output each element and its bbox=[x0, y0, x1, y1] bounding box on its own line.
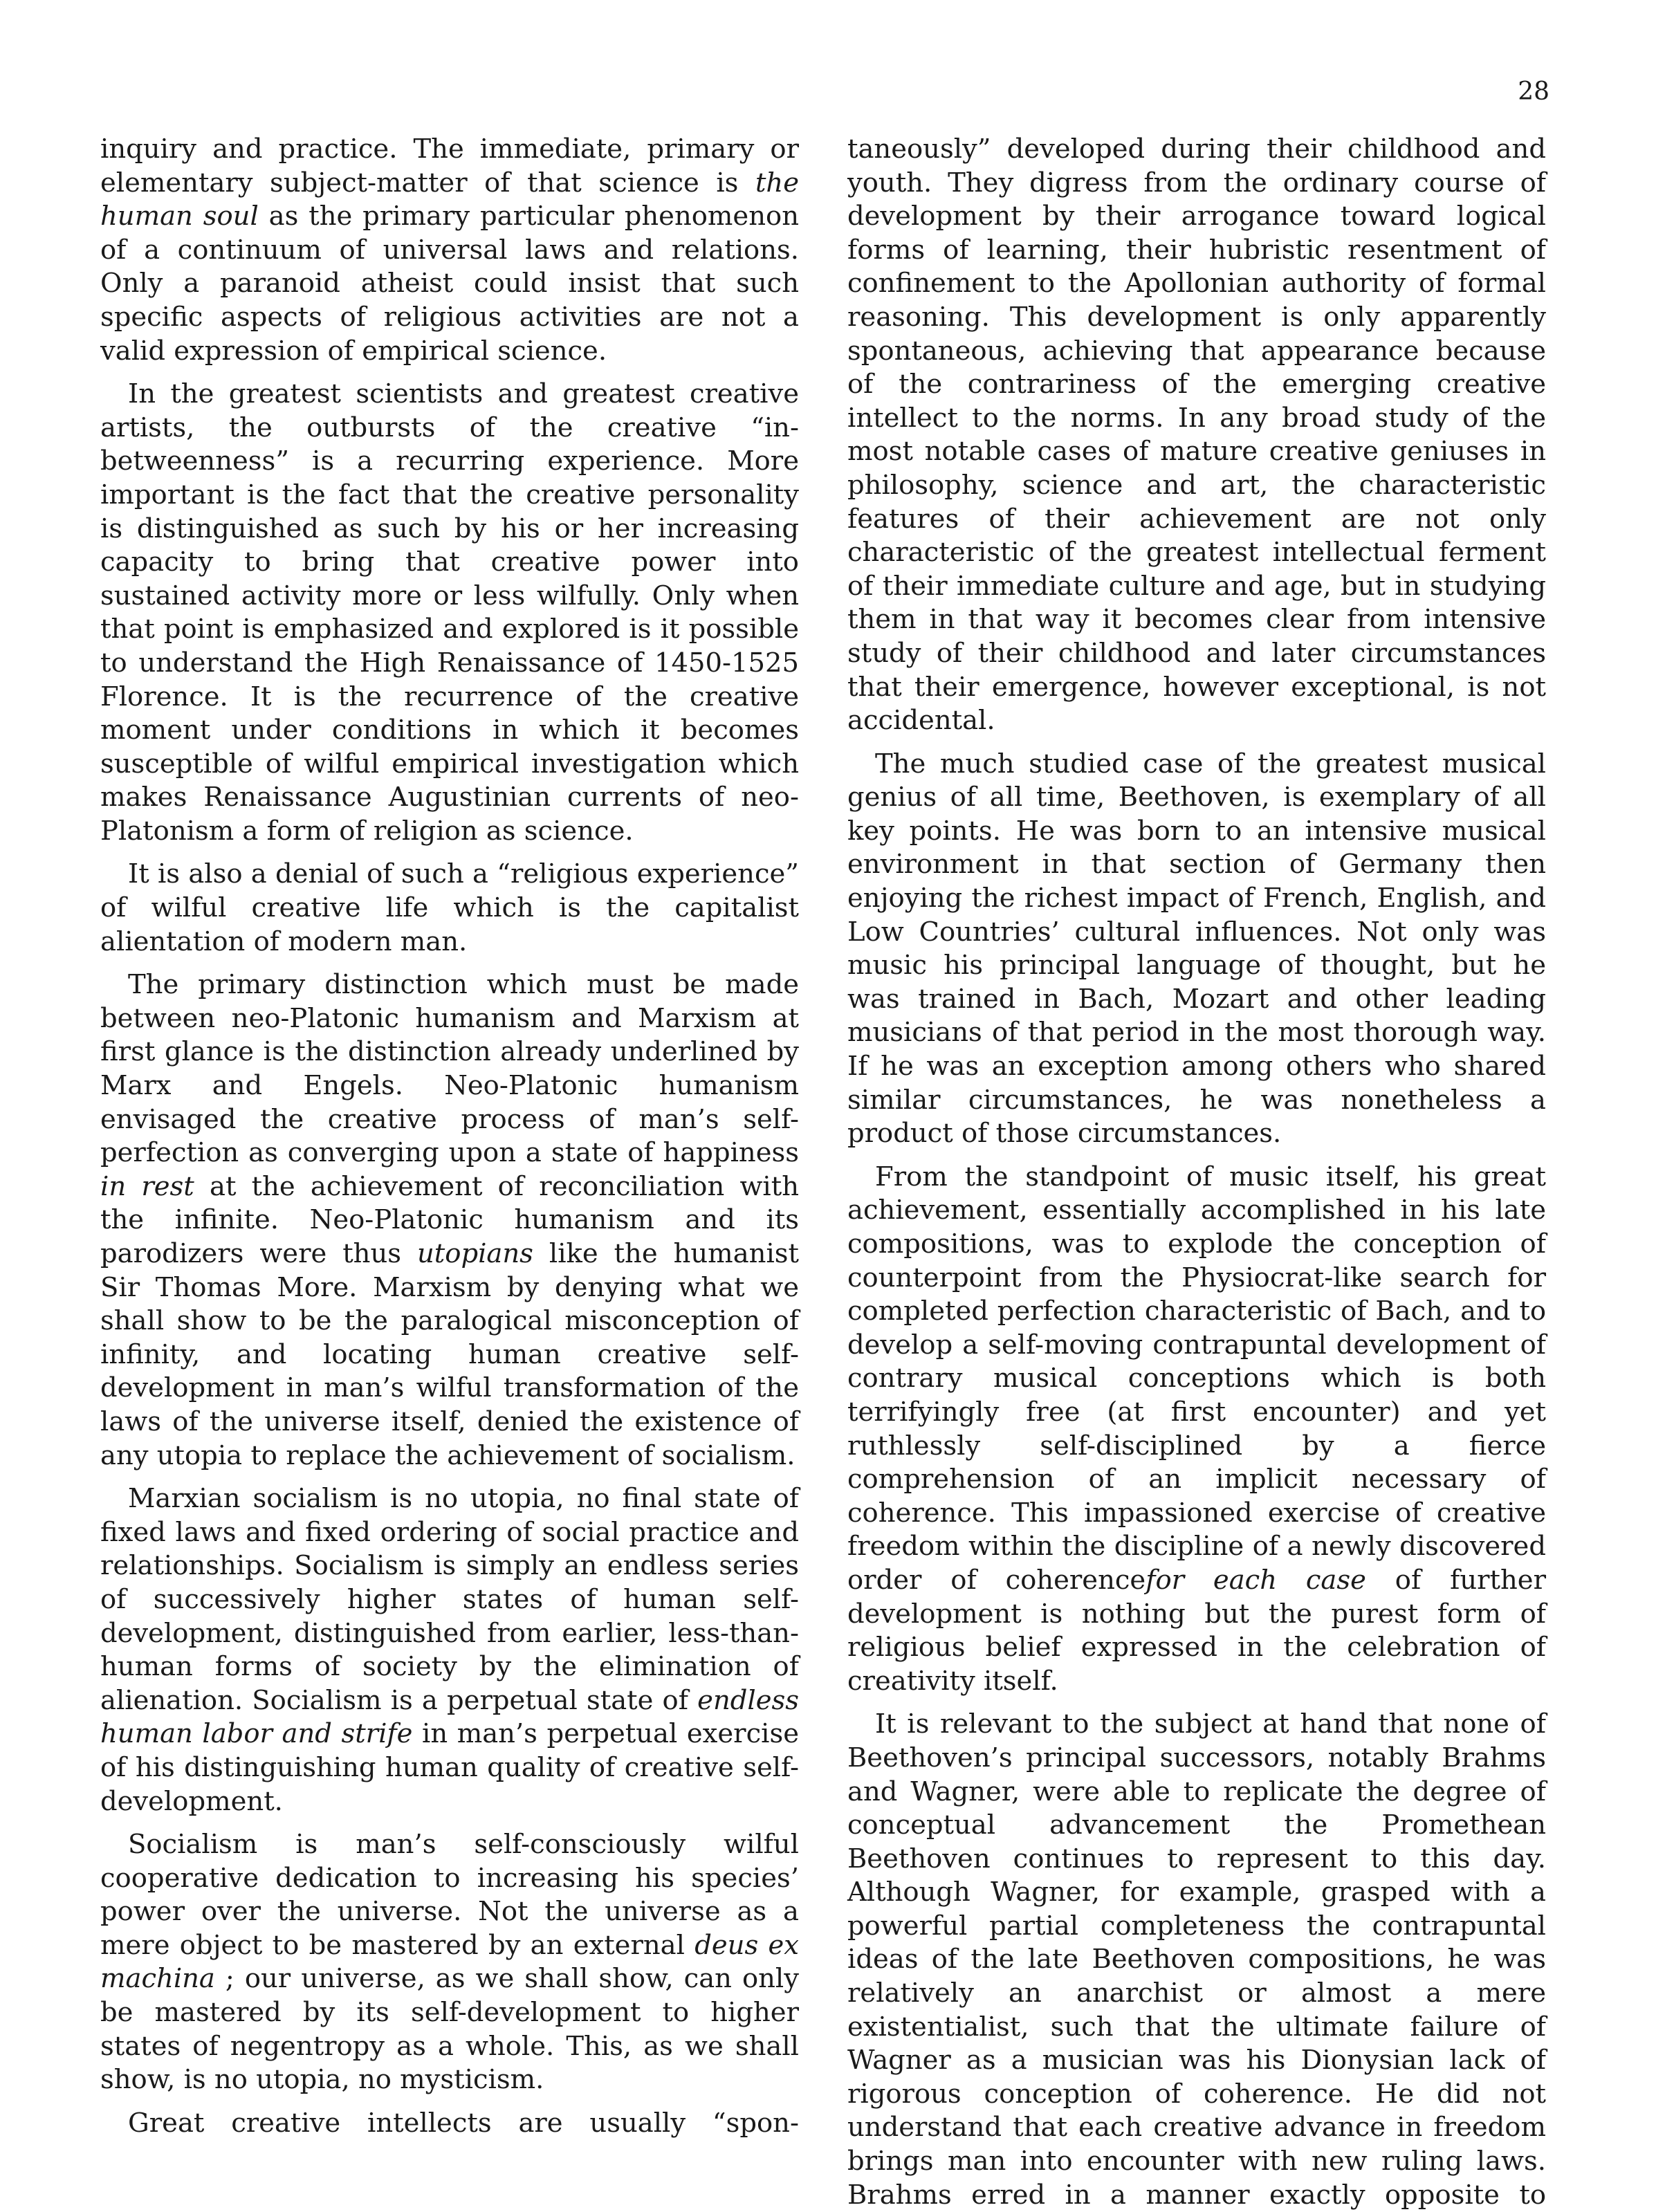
paragraph bbox=[100, 858, 799, 959]
italic-text: utopians bbox=[417, 1238, 533, 1269]
text-run: taneously” developed during their childhood and youth. They digress from the ordinary course of development by their arrogance toward logical forms of learning, their hubristic resentment of confinement to the Apollonian authority of formal reasoning. This development is only apparently spontaneous, achieving that appearance because of the contrariness of the emerging creative intellect to the norms. In any broad study of the most notable cases of mature creative geniuses in philosophy, science and art, the characteristic features of their achievement are not only characteristic of the greatest intellectual ferment of their immediate culture and age, but in studying them in that way it becomes clear from intensive study of their childhood and later circumstances that their emergence, however exceptional, is not accidental. bbox=[847, 133, 1546, 737]
text-run: like the humanist Sir Thomas More. Marxism by denying what we shall show to be the paralogical misconception of infinity, and locating human creative self-development in man’s wilful transformation of the laws of the universe itself, denied the existence of any utopia to replace the achievement of socialism. bbox=[100, 1238, 799, 1471]
text-run: From the standpoint of music itself, his great achievement, essentially accomplished in his late compositions, was to explode the conception of counterpoint from the Physiocrat-like search for completed perfection characteristic of Bach, and to develop a self-moving contrapuntal development of contrary musical conceptions which is both terrifyingly free (at first encounter) and yet ruthlessly self-disciplined by a fierce comprehension of an implicit necessary of coherence. This impassioned exercise of creative freedom within the discipline of a newly discovered order of coherence bbox=[847, 1161, 1546, 1596]
italic-text: for each case bbox=[1146, 1564, 1366, 1596]
text-run: ; our universe, as we shall show, can only be mastered by its self-development to higher states of negentropy as a whole. This, as we shall show, is no utopia, no mysticism. bbox=[100, 1963, 799, 2096]
text-run: inquiry and practice. The immediate, primary or elementary subject-matter of that science is bbox=[100, 133, 799, 199]
paragraph bbox=[847, 133, 1546, 738]
text-run: Marxian socialism is no utopia, no final state of fixed laws and fixed ordering of social practice and relationships. Socialism is simply an endless series of successively higher states of human self-development, distinguished from earlier, less-than-human forms of society by the elimination of alienation. Socialism is a perpetual state of bbox=[100, 1483, 799, 1716]
paragraph bbox=[100, 1828, 799, 2097]
page-number: 28 bbox=[1518, 77, 1549, 106]
paragraph bbox=[847, 748, 1546, 1151]
italic-text: the human soul bbox=[100, 167, 799, 232]
text-run: It is also a denial of such a “religious experience” of wilful creative life which is the capitalist alientation of modern man. bbox=[100, 858, 799, 957]
text-run: In the greatest scientists and greatest creative artists, the outbursts of the creative “in-betweenness” is a recurring experience. More important is the fact that the creative personality is distinguished as such by his or her increasing capacity to bring that creative power into sustained activity more or less wilfully. Only when that point is emphasized and explored is it possible to understand the High Renaissance of 1450-1525 Florence. It is the recurrence of the creative moment under conditions in which it becomes susceptible of wilful empirical investigation which makes Renaissance Augustinian currents of neo-Platonism a form of religion as science. bbox=[100, 378, 799, 847]
text-run: It is relevant to the subject at hand that none of Beethoven’s principal successors, notably Brahms and Wagner, were able to replicate the degree of conceptual advancement the Promethean Beethoven continues to represent to this day. Although Wagner, for example, grasped with a powerful partial completeness the contrapuntal ideas of the late Beethoven compositions, he was relatively an anarchist or almost a mere existentialist, such that the ultimate failure of Wagner as a musician was his Dionysian lack of rigorous conception of coherence. He did not understand that each creative advance in freedom brings man into encounter with new ruling laws. Brahms erred in a manner exactly opposite to bbox=[847, 1708, 1546, 2211]
right-column bbox=[847, 133, 1546, 2212]
paragraph bbox=[100, 1482, 799, 1818]
paragraph bbox=[847, 1708, 1546, 2212]
text-run: Great creative intellects are usually “spon- bbox=[128, 2107, 799, 2139]
paragraph bbox=[100, 2107, 799, 2141]
left-column bbox=[100, 133, 799, 2140]
text-run: The much studied case of the greatest musical genius of all time, Beethoven, is exemplary of all key points. He was born to an intensive musical environment in that section of Germany then enjoying the richest impact of French, English, and Low Countries’ cultural influences. Not only was music his principal language of thought, but he was trained in Bach, Mozart and other leading musicians of that period in the most thorough way. If he was an exception among others who shared similar circumstances, he was nonetheless a product of those circumstances. bbox=[847, 748, 1546, 1150]
paragraph bbox=[100, 378, 799, 848]
italic-text: deus ex machina bbox=[100, 1929, 799, 1995]
text-run: of further development is nothing but the purest form of religious belief expressed in the celebration of creativity itself. bbox=[847, 1564, 1546, 1697]
text-run: at the achievement of reconciliation with the infinite. Neo-Platonic humanism and its parodizers were thus bbox=[100, 1170, 800, 1269]
text-run: in man’s perpetual exercise of his distinguishing human quality of creative self-development. bbox=[100, 1718, 799, 1817]
paragraph bbox=[100, 968, 799, 1473]
paragraph bbox=[847, 1161, 1546, 1699]
paragraph bbox=[100, 133, 799, 368]
text-run: Socialism is man’s self-consciously wilful cooperative dedication to increasing his species’ power over the universe. Not the universe as a mere object to be mastered by an external bbox=[100, 1829, 799, 1961]
italic-text: in rest bbox=[100, 1170, 194, 1202]
italic-text: endless human labor and strife bbox=[100, 1684, 799, 1750]
text-run: The primary distinction which must be made between neo-Platonic humanism and Marxism at first glance is the distinction already underlined by Marx and Engels. Neo-Platonic humanism envisaged the creative process of man’s self-perfection as converging upon a state of happiness bbox=[100, 969, 799, 1169]
text-run: as the primary particular phenomenon of a continuum of universal laws and relations. Only a paranoid atheist could insist that such specific aspects of religious activities are not a valid expression of empirical science. bbox=[100, 201, 799, 367]
